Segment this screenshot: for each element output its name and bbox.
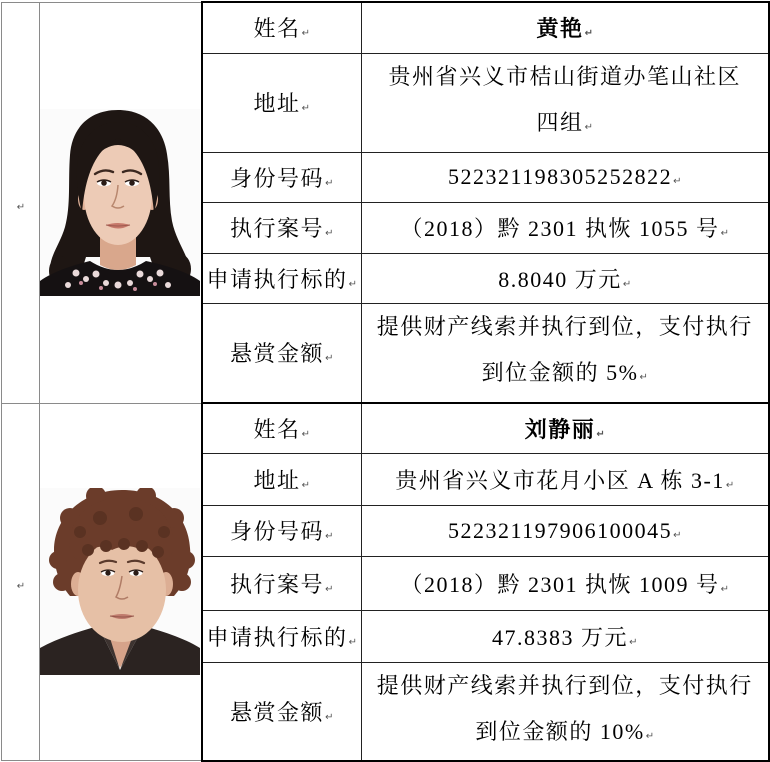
record-1 [2,2,769,403]
record-2 [2,403,769,761]
paragraph-mark: ↵ [720,583,729,595]
label-text: 执行案号 [230,571,325,597]
field-label-address [202,453,362,505]
field-label-amount [202,253,362,303]
photo-cell [40,403,202,761]
field-value-amount [362,253,769,303]
value-text: （2018）黔 2301 执恢 1009 号 [400,571,720,597]
paragraph-mark: ↵ [584,28,593,40]
margin-cell [2,403,40,761]
paragraph-mark: ↵ [584,122,593,133]
label-text: 地址 [253,467,301,493]
paragraph-mark: ↵ [673,529,682,541]
label-text: 悬赏金额 [230,699,325,725]
row-name [2,403,769,453]
paragraph-mark: ↵ [301,479,310,491]
label-text: 姓名 [253,16,301,42]
paragraph-mark: ↵ [645,730,655,742]
label-text: 申请执行标的 [206,266,348,292]
paragraph-mark: ↵ [720,228,729,239]
value-text: 黄艳 [536,16,584,42]
paragraph-mark: ↵ [629,636,638,648]
field-label-reward [202,662,362,761]
value-text: 刘静丽 [524,416,596,442]
field-value-amount [362,610,769,662]
paragraph-mark: ↵ [301,103,310,114]
label-text: 身份号码 [230,165,325,191]
paragraph-mark: ↵ [301,428,310,440]
field-value-id [362,505,769,556]
field-value-id [362,152,769,202]
label-text: 申请执行标的 [206,624,348,650]
field-value-reward [362,662,769,761]
field-value-case [362,556,769,610]
label-text: 姓名 [253,416,301,442]
value-text: 522321197906100045 [447,517,673,543]
value-text: 8.8040 万元 [498,266,622,292]
field-value-reward [362,303,769,403]
paragraph-mark: ↵ [325,353,334,365]
paragraph-mark: ↵ [673,176,682,187]
value-block [369,304,761,401]
field-label-id [202,152,362,202]
value-block [382,54,748,151]
value-text: 提供财产线索并执行到位，支付执行到位金额的 5% [376,314,753,386]
field-label-case [202,556,362,610]
field-label-name [202,2,362,53]
field-label-case [202,202,362,253]
field-label-address [202,53,362,152]
label-text: 悬赏金额 [230,341,325,367]
photo-cell [40,2,202,403]
paragraph-mark: ↵ [622,278,632,290]
value-text: 47.8383 万元 [492,624,629,650]
portrait-photo [40,109,200,296]
paragraph-mark: ↵ [301,28,310,40]
paragraph-mark: ↵ [16,580,26,592]
value-text: 贵州省兴义市桔山街道办笔山社区四组 [388,64,741,135]
field-label-id [202,505,362,556]
paragraph-mark: ↵ [639,372,648,384]
value-block [369,663,761,760]
field-value-name [362,2,769,53]
field-label-reward [202,303,362,403]
value-text: （2018）黔 2301 执恢 1055 号 [400,216,720,241]
label-text: 地址 [253,91,301,116]
margin-cell [2,2,40,403]
paragraph-mark: ↵ [348,278,357,290]
field-label-amount [202,610,362,662]
value-text: 522321198305252822 [447,164,673,189]
field-label-name [202,403,362,453]
paragraph-mark: ↵ [325,228,334,239]
paragraph-mark: ↵ [596,428,605,440]
paragraph-mark: ↵ [16,201,26,213]
reward-notice-table [1,1,770,762]
portrait-photo [40,488,200,675]
paragraph-mark: ↵ [725,479,735,491]
paragraph-mark: ↵ [348,636,357,648]
field-value-address [362,453,769,505]
row-name [2,2,769,53]
paragraph-mark: ↵ [325,531,334,542]
label-text: 执行案号 [230,216,325,241]
value-text: 贵州省兴义市花月小区 A 栋 3-1 [395,467,725,493]
field-value-name [362,403,769,453]
paragraph-mark: ↵ [325,711,334,723]
paragraph-mark: ↵ [325,177,334,189]
label-text: 身份号码 [230,519,325,544]
value-text: 提供财产线索并执行到位，支付执行到位金额的 10% [376,672,753,744]
paragraph-mark: ↵ [325,583,334,595]
field-value-address [362,53,769,152]
field-value-case [362,202,769,253]
